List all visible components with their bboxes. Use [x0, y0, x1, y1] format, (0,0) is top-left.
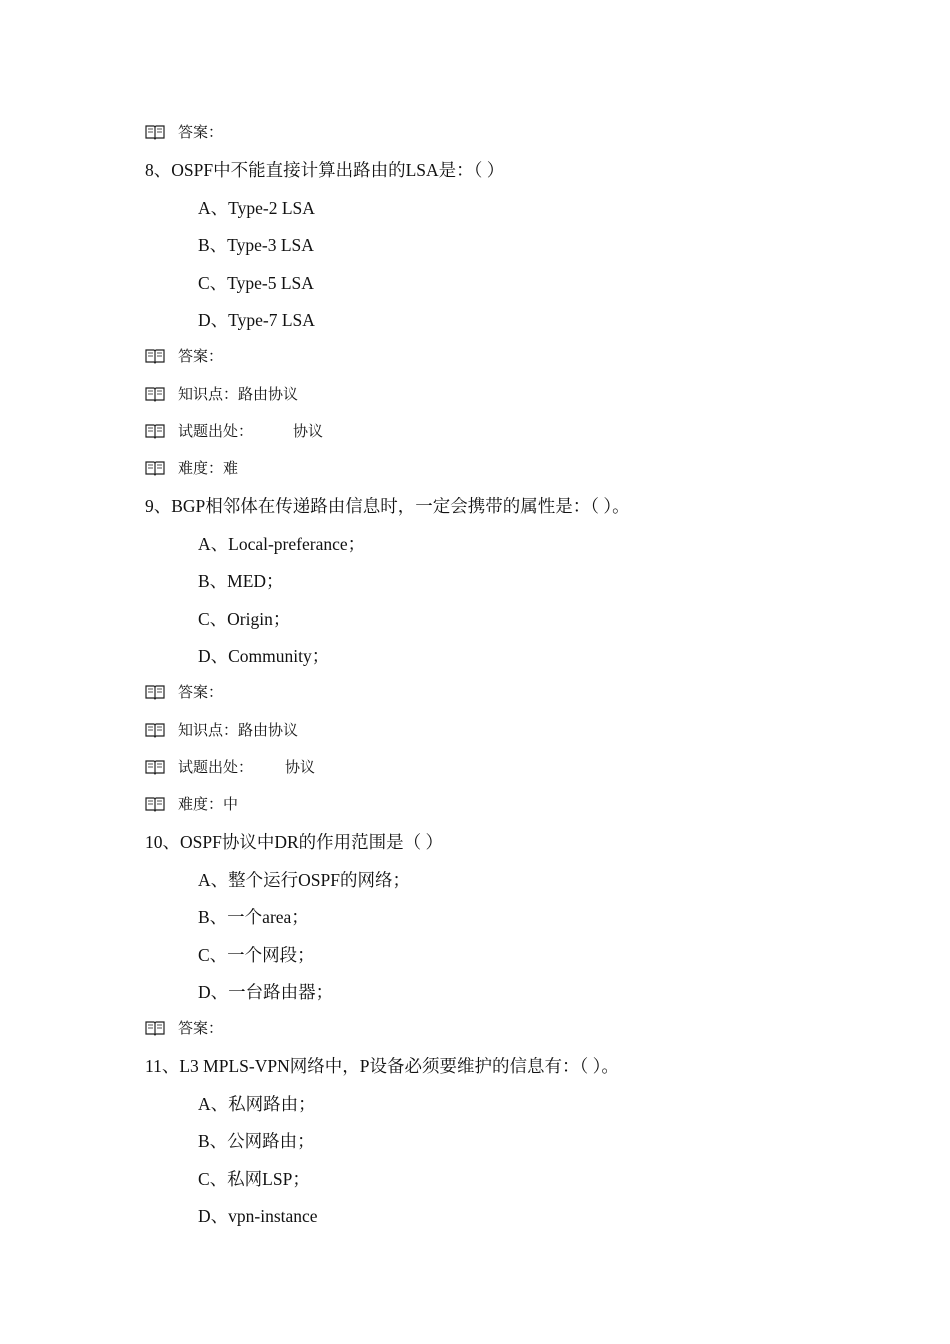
meta-label: 试题出处：	[178, 424, 254, 440]
meta-label: 试题出处：	[178, 760, 254, 776]
meta-text: 难度：难	[178, 461, 239, 477]
meta-text: 难度：中	[178, 797, 239, 813]
q10-option-b: B、一个area；	[198, 907, 309, 927]
q11-option-d: D、vpn-instance	[198, 1206, 318, 1226]
q11-option-a: A、私网路由；	[198, 1094, 316, 1114]
q8-option-d: D、Type-7 LSA	[198, 310, 315, 330]
q9-knowledge-point	[145, 720, 298, 742]
q11-option-c: C、私网LSP；	[198, 1169, 310, 1189]
q8-source	[145, 421, 323, 443]
question-9: 9、BGP相邻体在传递路由信息时，一定会携带的属性是：（ ）。	[145, 496, 630, 516]
book-icon	[145, 684, 165, 700]
question-10: 10、OSPF协议中DR的作用范围是（ ）	[145, 832, 444, 852]
meta-text: 知识点：路由协议	[178, 387, 299, 403]
book-icon	[145, 796, 165, 812]
q10-option-c: C、一个网段；	[198, 945, 315, 965]
q9-option-d: D、Community；	[198, 646, 330, 666]
q10-option-d: D、一台路由器；	[198, 982, 334, 1002]
q9-option-a: A、Local-preferance；	[198, 534, 366, 554]
answer-label-q7	[145, 122, 223, 144]
book-icon	[145, 1020, 165, 1036]
q8-option-a: A、Type-2 LSA	[198, 198, 315, 218]
q9-option-c: C、Origin；	[198, 609, 291, 629]
meta-text: 答案：	[178, 1021, 224, 1037]
q9-source	[145, 757, 315, 779]
meta-text: 答案：	[178, 685, 224, 701]
q9-answer	[145, 682, 223, 704]
book-icon	[145, 124, 165, 140]
meta-text: 答案：	[178, 349, 224, 365]
q8-answer	[145, 346, 223, 368]
q10-answer	[145, 1018, 223, 1040]
q9-difficulty	[145, 794, 238, 816]
q8-option-b: B、Type-3 LSA	[198, 235, 314, 255]
q11-option-b: B、公网路由；	[198, 1131, 315, 1151]
q8-difficulty	[145, 458, 238, 480]
book-icon	[145, 423, 165, 439]
meta-text: 答案：	[178, 125, 224, 141]
book-icon	[145, 348, 165, 364]
book-icon	[145, 460, 165, 476]
book-icon	[145, 722, 165, 738]
meta-value: 协议	[293, 424, 324, 440]
q8-knowledge-point	[145, 384, 298, 406]
book-icon	[145, 386, 165, 402]
meta-value: 协议	[285, 760, 316, 776]
question-8: 8、OSPF中不能直接计算出路由的LSA是：（ ）	[145, 160, 505, 180]
book-icon	[145, 759, 165, 775]
q9-option-b: B、MED；	[198, 571, 284, 591]
question-11: 11、L3 MPLS-VPN网络中，P设备必须要维护的信息有：（ ）。	[145, 1056, 619, 1076]
meta-text: 知识点：路由协议	[178, 723, 299, 739]
q10-option-a: A、整个运行OSPF的网络；	[198, 870, 410, 890]
q8-option-c: C、Type-5 LSA	[198, 273, 314, 293]
